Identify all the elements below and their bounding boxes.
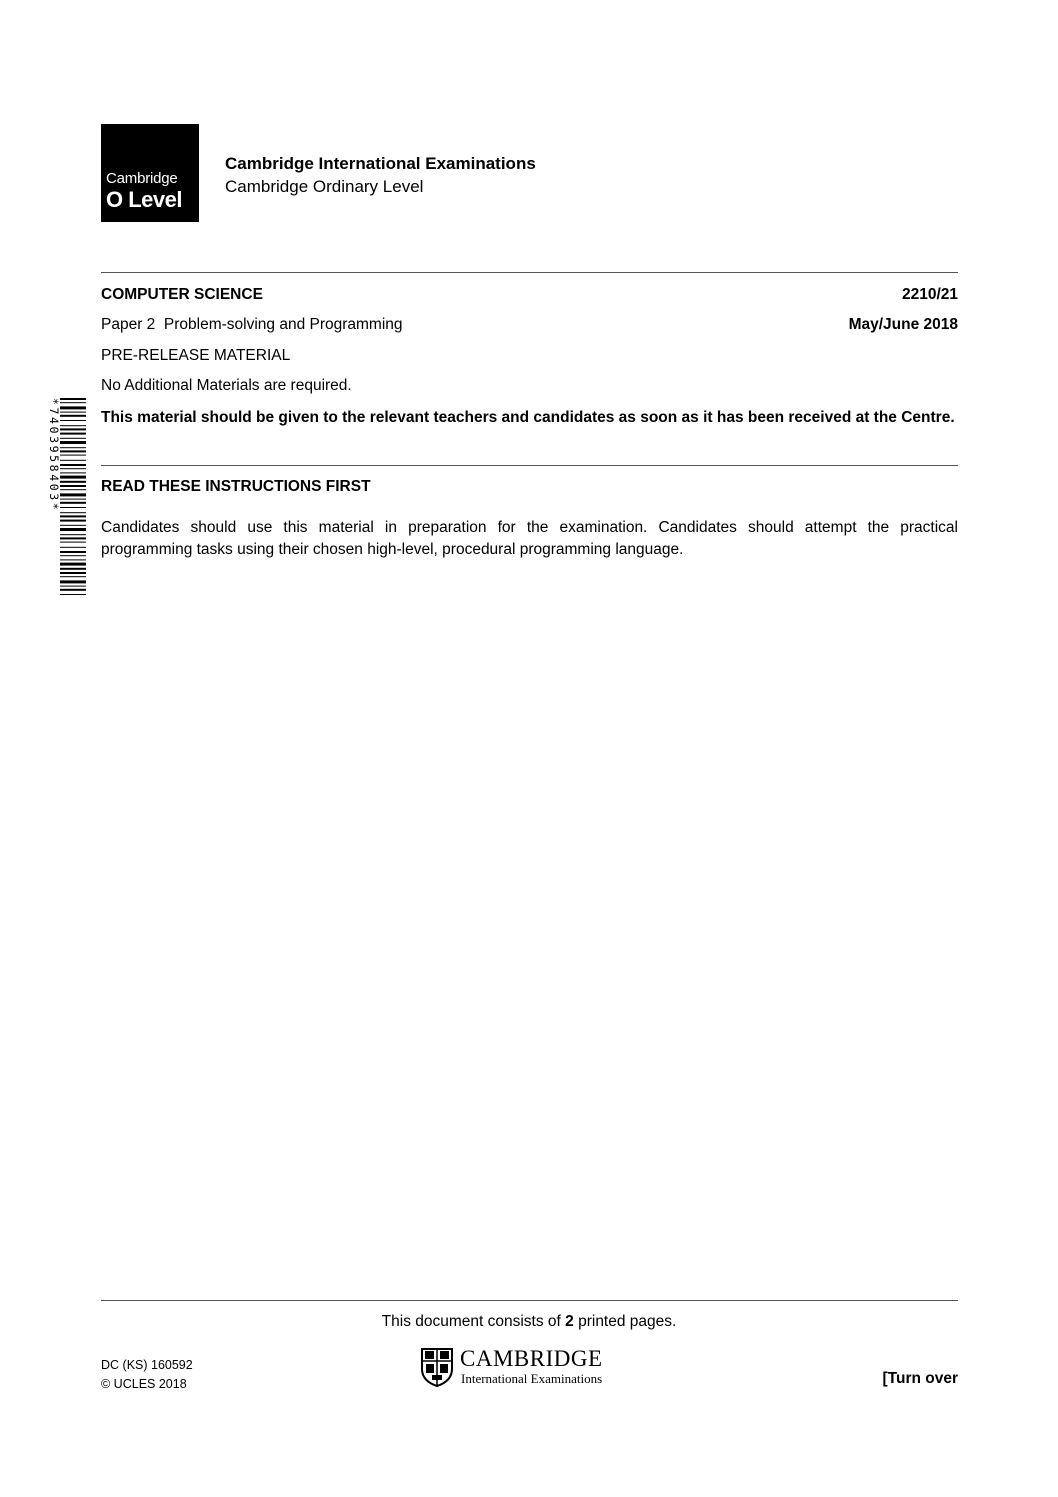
barcode-bar bbox=[60, 559, 86, 560]
cambridge-crest-icon bbox=[420, 1347, 454, 1387]
barcode-bar bbox=[60, 576, 86, 577]
barcode-text: *7403958403* bbox=[47, 398, 61, 513]
materials-note: No Additional Materials are required. bbox=[101, 377, 352, 394]
page-count-note bbox=[0, 1313, 1058, 1331]
barcode-bar bbox=[60, 420, 86, 421]
barcode-bar bbox=[60, 472, 86, 473]
paper-title: Paper 2 Problem-solving and Programming bbox=[101, 316, 403, 333]
barcode-bar bbox=[60, 525, 86, 526]
subject-title: COMPUTER SCIENCE bbox=[101, 286, 263, 303]
barcode-bar bbox=[60, 507, 86, 508]
barcode-bar bbox=[60, 415, 86, 417]
barcode-bar bbox=[60, 542, 86, 543]
barcode-bar bbox=[60, 499, 86, 500]
turn-over-label: [Turn over bbox=[882, 1370, 958, 1387]
cambridge-o-level-logo bbox=[101, 124, 199, 222]
barcode-bar bbox=[60, 412, 86, 413]
barcode-bar bbox=[60, 489, 86, 490]
exam-level: Cambridge Ordinary Level bbox=[225, 177, 424, 196]
exam-session: May/June 2018 bbox=[848, 316, 958, 333]
barcode-bar bbox=[60, 438, 86, 439]
barcode-bar bbox=[60, 563, 86, 566]
barcode-bar bbox=[60, 520, 86, 522]
barcode-bar bbox=[60, 572, 86, 574]
copyright-notice: © UCLES 2018 bbox=[101, 1377, 187, 1391]
barcode-bar bbox=[60, 468, 86, 469]
barcode-bar bbox=[60, 455, 86, 456]
barcode-image bbox=[44, 398, 86, 600]
barcode-bar bbox=[60, 450, 86, 452]
barcode-bar bbox=[60, 502, 86, 504]
barcode-bar bbox=[60, 555, 86, 556]
barcode-bar bbox=[60, 425, 86, 426]
logo-line-2: O Level bbox=[106, 187, 182, 212]
barcode-bar bbox=[60, 594, 86, 595]
barcode-bar bbox=[60, 476, 86, 479]
barcode-bar bbox=[60, 481, 86, 483]
syllabus-code: 2210/21 bbox=[901, 286, 958, 303]
barcode-bar bbox=[60, 512, 86, 513]
logo-line-1: Cambridge bbox=[106, 170, 178, 187]
document-reference bbox=[101, 1356, 193, 1394]
barcode-bar bbox=[60, 402, 86, 403]
middle-divider bbox=[101, 465, 958, 466]
page-count-suffix: printed pages. bbox=[573, 1313, 677, 1330]
barcode-bar bbox=[60, 447, 86, 448]
barcode-bar bbox=[60, 433, 86, 435]
barcode-bar bbox=[60, 534, 86, 535]
page-count-number: 2 bbox=[565, 1313, 574, 1330]
barcode-bar bbox=[60, 428, 86, 430]
cambridge-brand-subtitle: International Examinations bbox=[461, 1371, 603, 1386]
exam-board-title: Cambridge International Examinations bbox=[225, 154, 536, 173]
barcode-bar bbox=[60, 528, 86, 531]
reference-code: DC (KS) 160592 bbox=[101, 1358, 193, 1372]
barcode-bar bbox=[60, 551, 86, 553]
barcode-bar bbox=[60, 568, 86, 570]
footer-divider bbox=[101, 1300, 958, 1301]
barcode-bar bbox=[60, 547, 86, 548]
instructions-body: Candidates should use this material in preparation for the examination. Candidates should attempt the practical programming tasks using their chosen high-level, procedural programming language. bbox=[101, 519, 958, 558]
barcode-bar bbox=[60, 493, 86, 496]
cambridge-brand-name: CAMBRIDGE bbox=[460, 1346, 603, 1371]
barcode-bar bbox=[60, 586, 86, 587]
barcode-bar bbox=[60, 441, 86, 444]
barcode-bar bbox=[60, 537, 86, 539]
instructions-heading: READ THESE INSTRUCTIONS FIRST bbox=[101, 478, 371, 495]
barcode-bar bbox=[60, 460, 86, 461]
page-count-prefix: This document consists of bbox=[381, 1313, 566, 1330]
barcode-bar bbox=[60, 580, 86, 583]
top-divider bbox=[101, 272, 958, 273]
barcode-bar bbox=[60, 398, 86, 400]
barcode-bar bbox=[60, 515, 86, 517]
barcode-bar bbox=[60, 589, 86, 591]
barcode-bar bbox=[60, 485, 86, 487]
barcode bbox=[44, 398, 86, 600]
centre-notice: This material should be given to the relevant teachers and candidates as soon as it has been received at the Centre. bbox=[101, 409, 955, 426]
prerelease-label: PRE-RELEASE MATERIAL bbox=[101, 347, 291, 364]
barcode-bar bbox=[60, 464, 86, 466]
barcode-bar bbox=[60, 406, 86, 409]
